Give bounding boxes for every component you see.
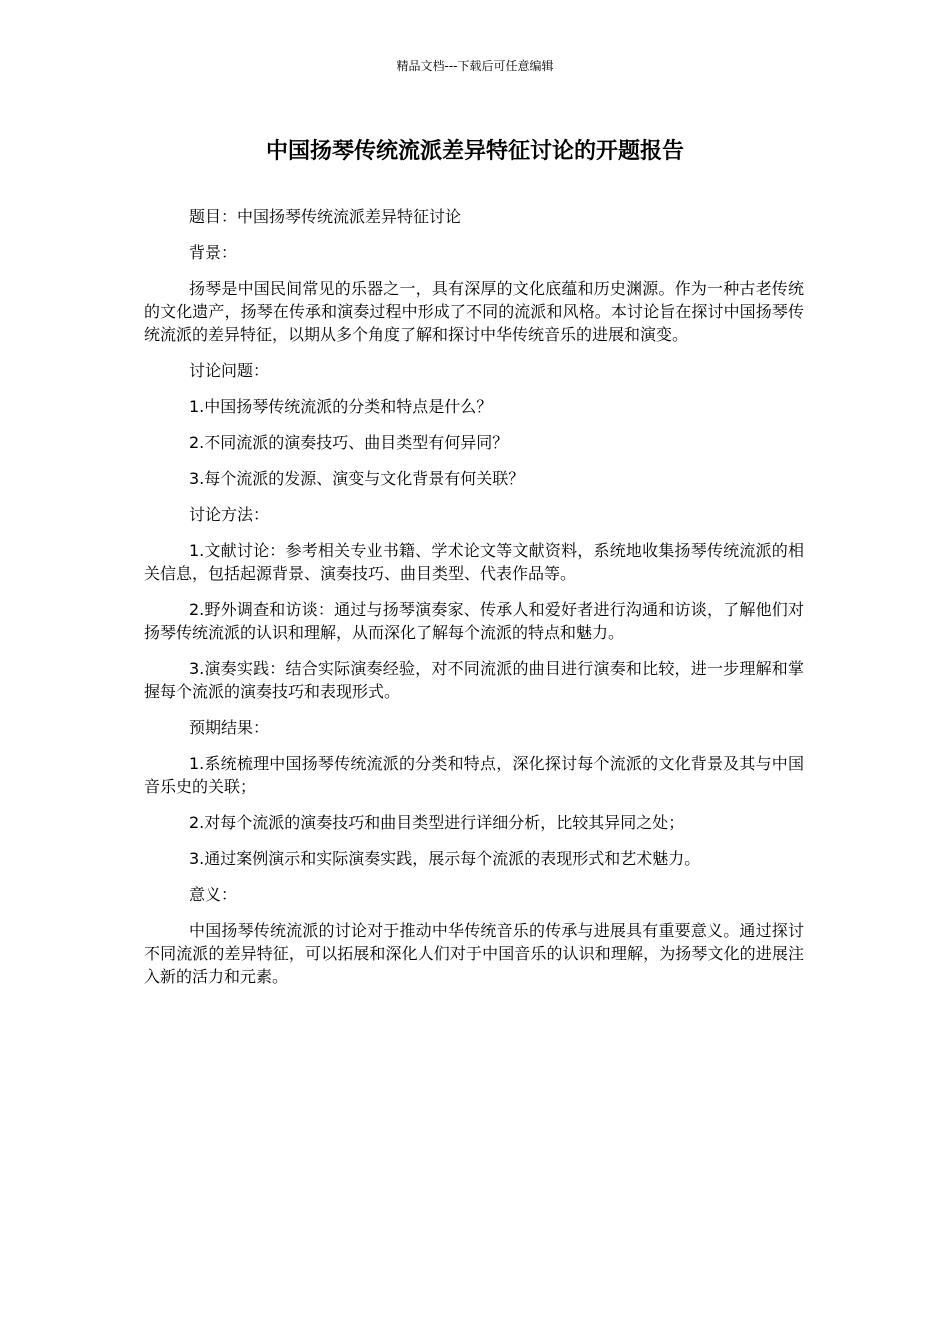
- document-body: [144, 205, 804, 1001]
- result-item: 2.对每个流派的演奏技巧和曲目类型进行详细分析，比较其异同之处；: [189, 813, 685, 832]
- page-header-note: 精品文档---下载后可任意编辑: [396, 59, 554, 73]
- method-item: 2.野外调查和访谈：通过与扬琴演奏家、传承人和爱好者进行沟通和访谈，了解他们对扬琴传统流派的认识和理解，从而深化了解每个流派的特点和魅力。: [144, 600, 804, 642]
- heading-questions: 讨论问题：: [189, 361, 270, 380]
- heading-background: 背景：: [189, 243, 238, 262]
- question-item: 3.每个流派的发源、演变与文化背景有何关联？: [189, 469, 525, 488]
- question-item: 2.不同流派的演奏技巧、曲目类型有何异同？: [189, 433, 509, 452]
- method-item: 1.文献讨论：参考相关专业书籍、学术论文等文献资料，系统地收集扬琴传统流派的相关信息，包括起源背景、演奏技巧、曲目类型、代表作品等。: [144, 541, 804, 583]
- document-title: 中国扬琴传统流派差异特征讨论的开题报告: [265, 139, 684, 164]
- question-item: 1.中国扬琴传统流派的分类和特点是什么？: [189, 397, 493, 416]
- heading-significance: 意义：: [189, 885, 238, 904]
- method-item: 3.演奏实践：结合实际演奏经验，对不同流派的曲目进行演奏和比较，进一步理解和掌握每个流派的演奏技巧和表现形式。: [144, 659, 804, 701]
- paragraph-significance: 中国扬琴传统流派的讨论对于推动中华传统音乐的传承与进展具有重要意义。通过探讨不同流派的差异特征，可以拓展和深化人们对于中国音乐的认识和理解，为扬琴文化的进展注入新的活力和元素。: [144, 921, 804, 986]
- paragraph-topic: 题目：中国扬琴传统流派差异特征讨论: [189, 207, 462, 226]
- result-item: 1.系统梳理中国扬琴传统流派的分类和特点，深化探讨每个流派的文化背景及其与中国音乐史的关联；: [144, 754, 804, 796]
- paragraph-background: 扬琴是中国民间常见的乐器之一，具有深厚的文化底蕴和历史渊源。作为一种古老传统的文化遗产，扬琴在传承和演奏过程中形成了不同的流派和风格。本讨论旨在探讨中国扬琴传统流派的差异特征，以期从多个角度了解和探讨中华传统音乐的进展和演变。: [144, 279, 804, 344]
- heading-methods: 讨论方法：: [189, 505, 270, 524]
- heading-expected-results: 预期结果：: [189, 718, 270, 737]
- result-item: 3.通过案例演示和实际演奏实践，展示每个流派的表现形式和艺术魅力。: [189, 849, 701, 868]
